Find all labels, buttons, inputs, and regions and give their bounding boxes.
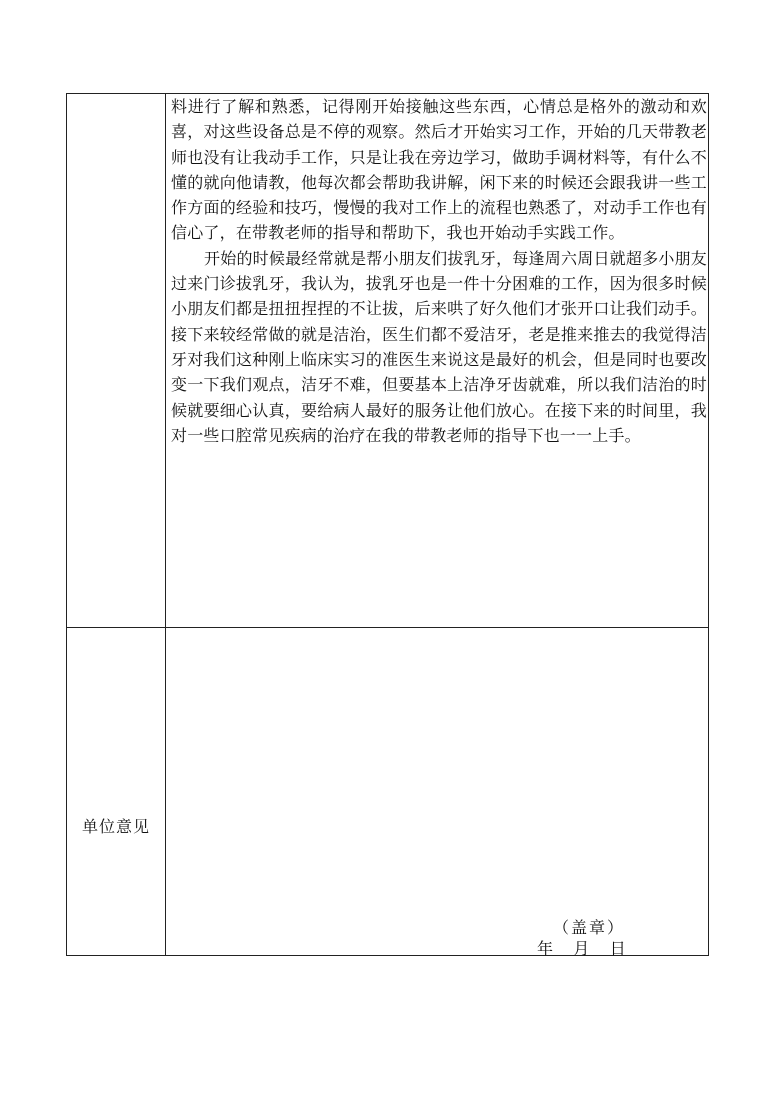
content-label-cell	[67, 94, 166, 627]
date-line: 年 月 日	[537, 939, 626, 958]
paragraph-continued: 料进行了解和熟悉，记得刚开始接触这些东西，心情总是格外的激动和欢喜，对这些设备总是不停的观察。然后才开始实习工作，开始的几天带教老师也没有让我动手工作，只是让我在旁边学习，做助手调材料等，有什么不懂的就向他请教，他每次都会帮助我讲解，闲下来的时候还会跟我讲一些工作方面的经验和技巧，慢慢的我对工作上的流程也熟悉了，对动手工作也有信心了，在带教老师的指导和帮助下，我也开始动手实践工作。	[171, 97, 707, 243]
internship-form-table	[66, 93, 709, 956]
paragraph-indented: 开始的时候最经常就是帮小朋友们拔乳牙，每逢周六周日就超多小朋友过来门诊拔乳牙，我认为，拔乳牙也是一件十分困难的工作，因为很多时候小朋友们都是扭扭捏捏的不让拔，后来哄了好久他们才张开口让我们动手。接下来较经常做的就是洁治，医生们都不爱洁牙，老是推来推去的我觉得洁牙对我们这种刚上临床实习的准医生来说这是最好的机会，但是同时也要改变一下我们观点，洁牙不难，但要基本上洁净牙齿就难，所以我们洁治的时候就要细心认真，要给病人最好的服务让他们放心。在接下来的时间里，我对一些口腔常见疾病的治疗在我的带教老师的指导下也一一上手。	[171, 248, 707, 445]
unit-opinion-label-cell	[67, 628, 166, 955]
unit-opinion-cell	[166, 628, 708, 958]
content-row	[67, 94, 708, 628]
unit-opinion-row	[67, 628, 708, 958]
unit-opinion-label: 单位意见	[81, 817, 150, 836]
seal-text: （盖章）	[553, 918, 626, 937]
content-cell	[166, 94, 708, 627]
internship-report-text	[171, 94, 707, 448]
